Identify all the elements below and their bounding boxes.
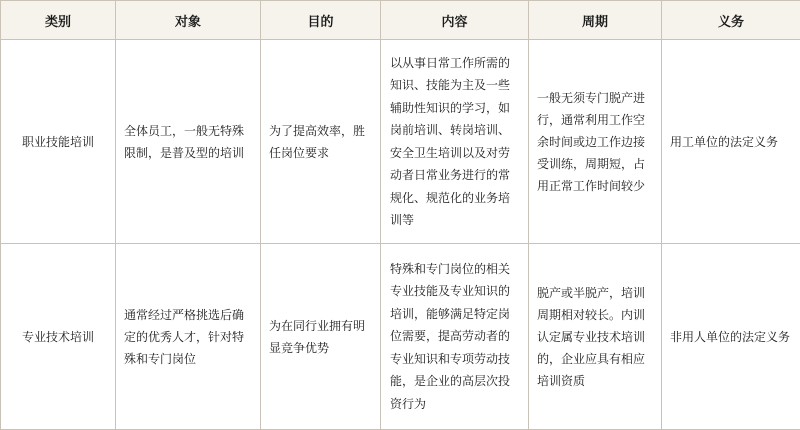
cell-category: 专业技术培训 — [1, 244, 116, 430]
header-category: 类别 — [1, 1, 116, 40]
header-obligation: 义务 — [662, 1, 800, 40]
cell-target: 通常经过严格挑选后确定的优秀人才，针对特殊和专门岗位 — [116, 244, 261, 430]
cell-purpose: 为了提高效率，胜任岗位要求 — [261, 40, 381, 244]
cell-content — [381, 40, 529, 244]
cell-period: 脱产或半脱产，培训周期相对较长。内训认定属专业技术培训的，企业应具有相应培训资质 — [529, 244, 662, 430]
header-period: 周期 — [529, 1, 662, 40]
header-content: 内容 — [381, 1, 529, 40]
cell-purpose: 为在同行业拥有明显竞争优势 — [261, 244, 381, 430]
header-target: 对象 — [116, 1, 261, 40]
table-row — [1, 244, 800, 430]
cell-target: 全体员工，一般无特殊限制，是普及型的培训 — [116, 40, 261, 244]
cell-period: 一般无须专门脱产进行，通常利用工作空余时间或边工作边接受训练，周期短，占用正常工作时间较少 — [529, 40, 662, 244]
header-purpose: 目的 — [261, 1, 381, 40]
table-row — [1, 40, 800, 244]
cell-content-text: 以从事日常工作所需的知识、技能为主及一些辅助性知识的学习，如岗前培训、转岗培训、安全卫生培训以及对劳动者日常业务进行的常规化、规范化的业务培训等 — [390, 52, 519, 232]
cell-category: 职业技能培训 — [1, 40, 116, 244]
cell-obligation: 非用人单位的法定义务 — [662, 244, 800, 430]
header-row — [1, 1, 800, 40]
cell-obligation: 用工单位的法定义务 — [662, 40, 800, 244]
cell-content — [381, 244, 529, 430]
cell-content-text: 特殊和专门岗位的相关专业技能及专业知识的培训，能够满足特定岗位需要，提高劳动者的专业知识和专项劳动技能，是企业的高层次投资行为 — [390, 258, 519, 416]
